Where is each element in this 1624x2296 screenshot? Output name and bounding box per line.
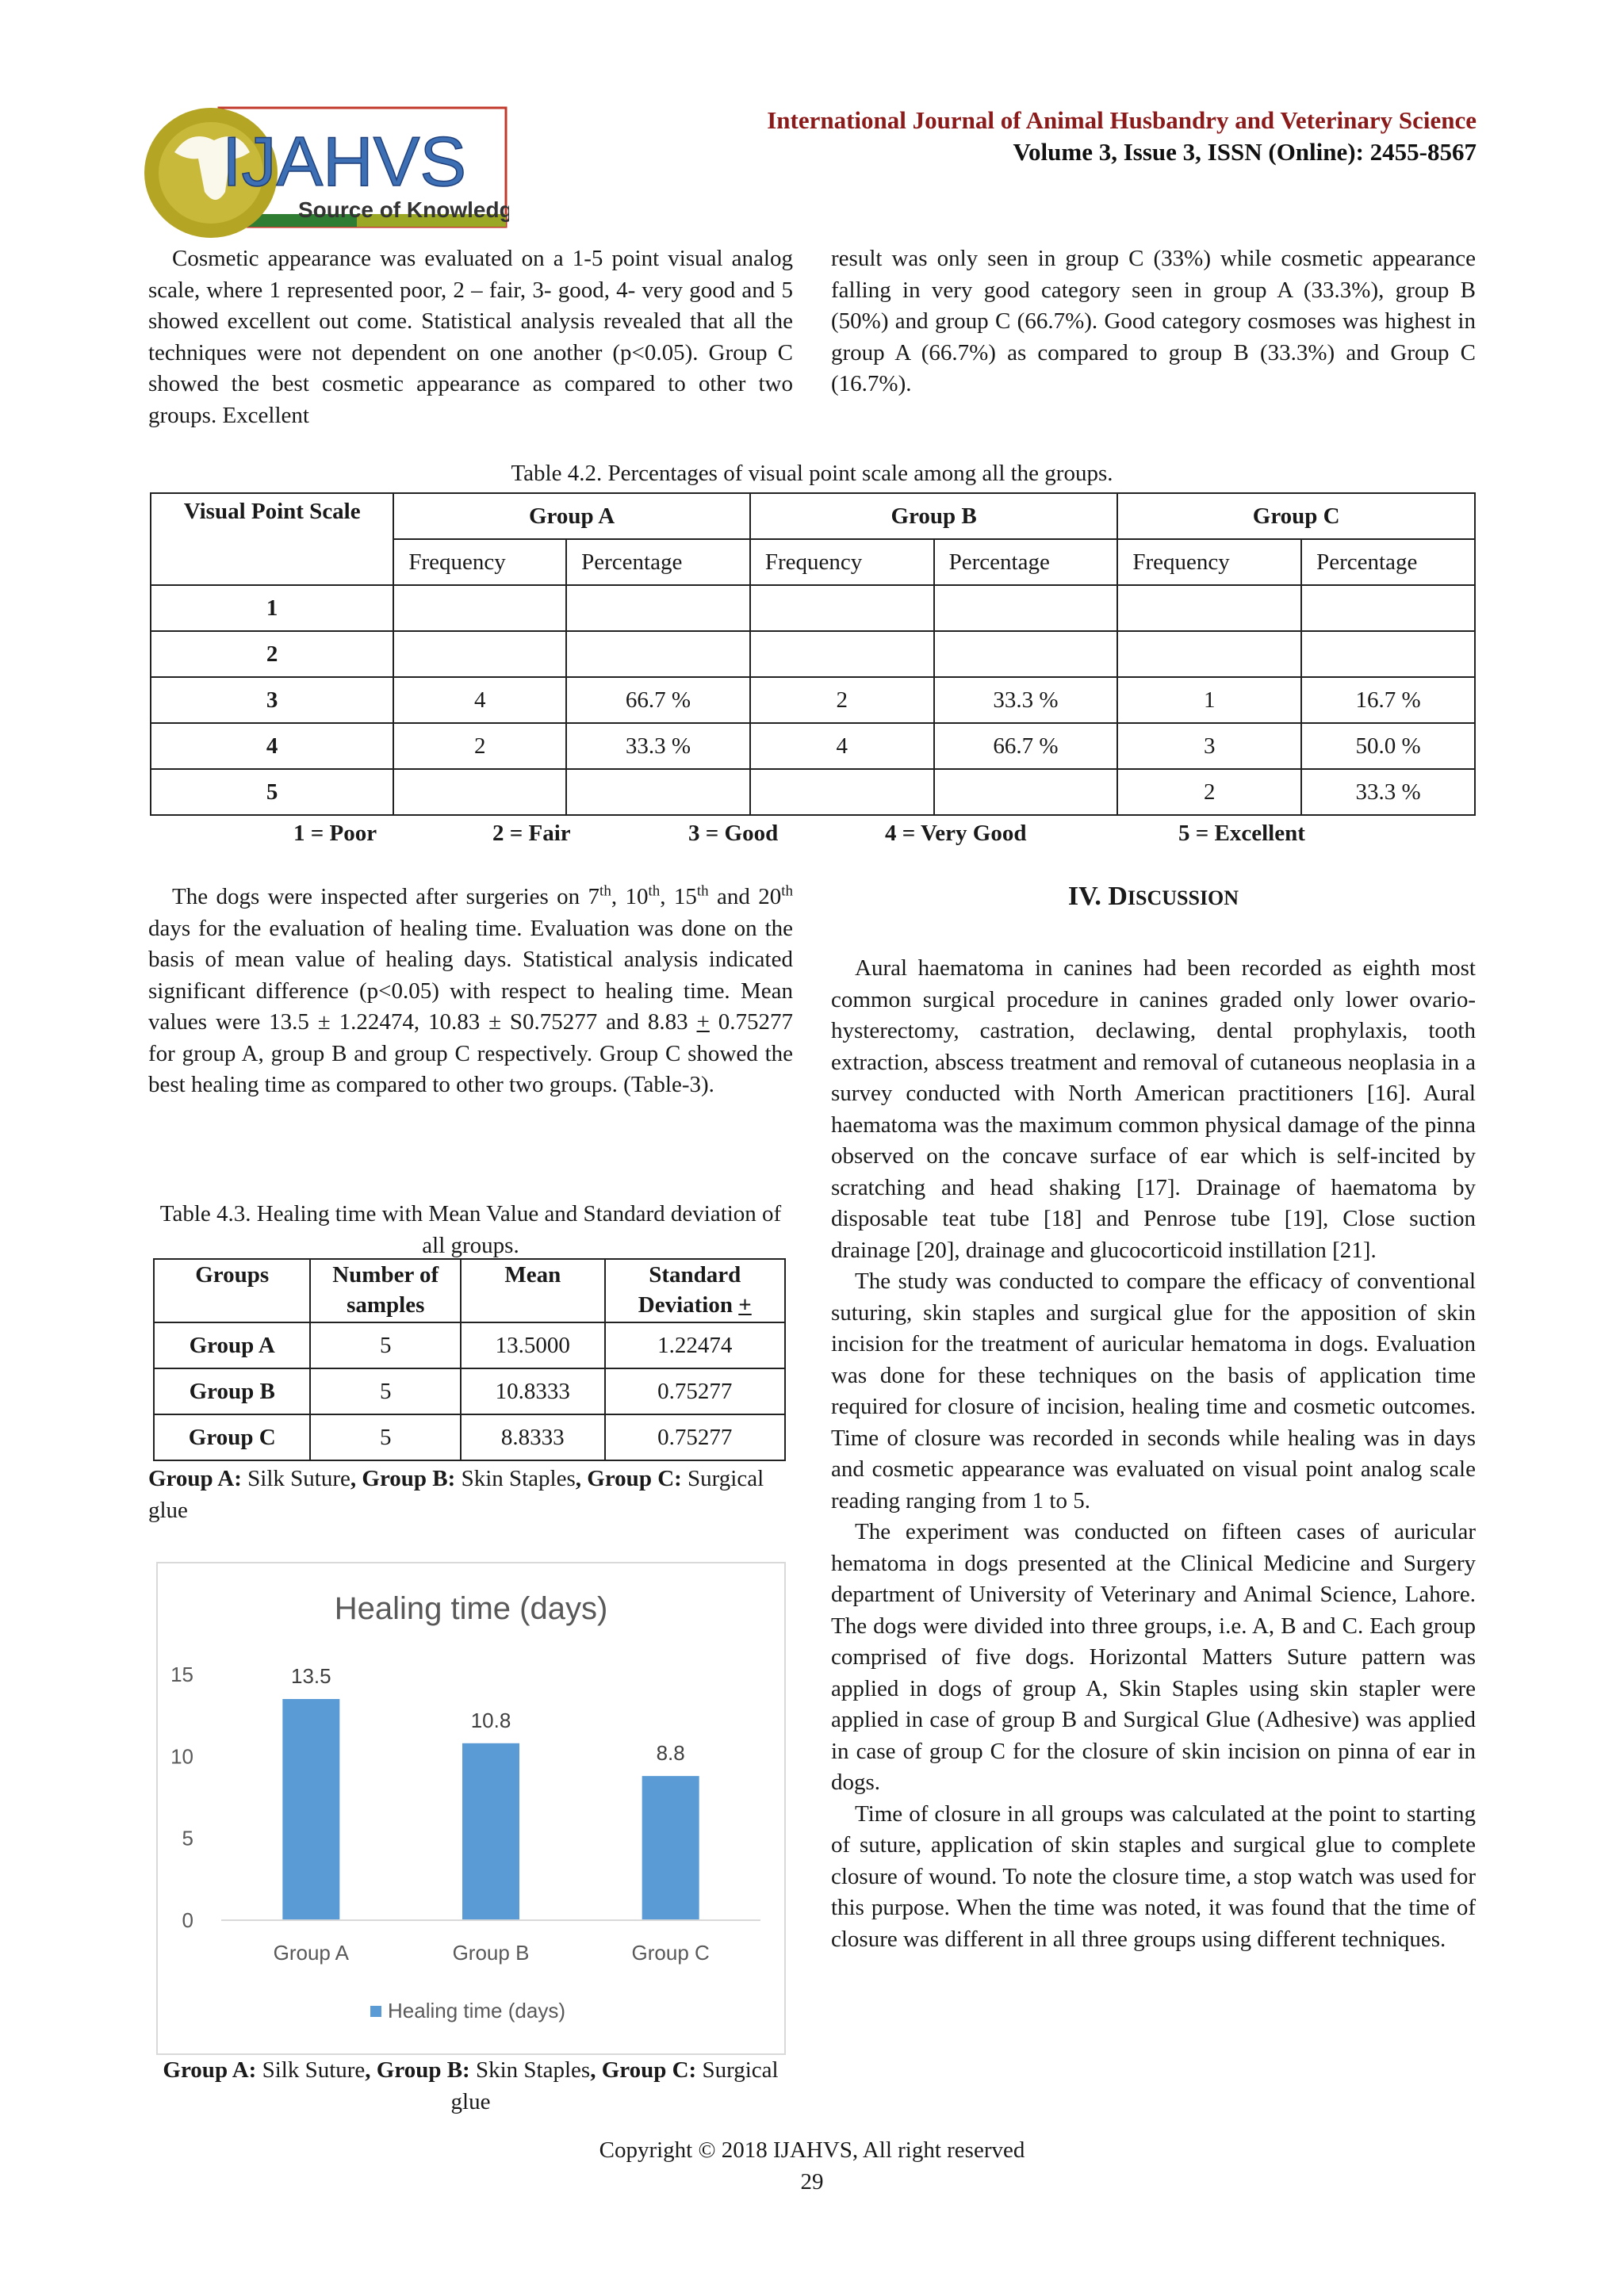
scale-cell: 4 bbox=[151, 723, 393, 769]
scale-cell: 5 bbox=[151, 769, 393, 815]
healing-time-chart bbox=[156, 1562, 786, 2055]
table-cell: 4 bbox=[393, 677, 566, 723]
header-mean: Mean bbox=[461, 1259, 605, 1322]
table-cell bbox=[566, 585, 750, 631]
table-row bbox=[151, 631, 1475, 677]
table-cell: 0.75277 bbox=[605, 1368, 785, 1414]
header-number-of-samples: Number of samples bbox=[310, 1259, 461, 1322]
header-group-b: Group B bbox=[750, 493, 1118, 539]
table-row bbox=[151, 769, 1475, 815]
y-tick-label: 15 bbox=[170, 1663, 193, 1686]
logo-text: IJAHVS bbox=[222, 122, 467, 201]
logo-tagline: Source of Knowledge bbox=[298, 197, 509, 222]
left-paragraph-1 bbox=[148, 243, 793, 431]
y-tick-label: 10 bbox=[170, 1744, 193, 1769]
subheader-frequency: Frequency bbox=[750, 539, 934, 585]
legend-label: Healing time (days) bbox=[388, 1999, 565, 2022]
bar bbox=[462, 1743, 519, 1920]
table-cell: 1.22474 bbox=[605, 1322, 785, 1368]
group-cell: Group B bbox=[154, 1368, 310, 1414]
table-cell: 5 bbox=[310, 1322, 461, 1368]
table-cell: 3 bbox=[1117, 723, 1301, 769]
table-cell: 8.8333 bbox=[461, 1414, 605, 1460]
legend-swatch bbox=[370, 2006, 381, 2017]
table-cell bbox=[1301, 585, 1475, 631]
paragraph-text: Aural haematoma in canines had been recorded as eighth most common surgical procedure in canines graded only lower ovario-hysterectomy, castration, declawing, dental prophylaxis, tooth extraction, abscess treatment and removal of cutaneous neoplasia in a survey conducted with North American practitioners [16]. Aural haematoma was the maximum common physical damage of the pinna observed on the concave surface of ear which is self-incited by scratching and head shaking [17]. Drainage of haematoma by disposable teat tube [18] and Penrose tube [19], Close suction drainage [20], drainage and glucocorticoid instillation [21]. bbox=[831, 955, 1476, 1263]
right-paragraph-2 bbox=[831, 953, 1476, 1955]
table-cell: 2 bbox=[1117, 769, 1301, 815]
x-tick-label: Group B bbox=[452, 1941, 530, 1965]
table-cell: 13.5000 bbox=[461, 1322, 605, 1368]
chart-svg bbox=[158, 1563, 784, 2053]
table-cell bbox=[934, 631, 1118, 677]
table-row bbox=[151, 677, 1475, 723]
journal-title: International Journal of Animal Husbandry and Veterinary Science bbox=[767, 106, 1477, 134]
table-row bbox=[151, 723, 1475, 769]
legend-item: 2 = Fair bbox=[492, 821, 571, 846]
bar bbox=[282, 1699, 339, 1920]
table-cell bbox=[750, 769, 934, 815]
y-tick-label: 5 bbox=[182, 1826, 193, 1850]
table-cell bbox=[934, 769, 1118, 815]
table-cell bbox=[1301, 631, 1475, 677]
table-cell bbox=[393, 769, 566, 815]
table-4-3 bbox=[153, 1258, 786, 1461]
table-cell: 5 bbox=[310, 1368, 461, 1414]
header-visual-point-scale: Visual Point Scale bbox=[151, 493, 393, 585]
journal-logo bbox=[143, 97, 509, 241]
table-cell bbox=[750, 585, 934, 631]
table-cell: 50.0 % bbox=[1301, 723, 1475, 769]
header-group-c: Group C bbox=[1117, 493, 1475, 539]
group-cell: Group A bbox=[154, 1322, 310, 1368]
table-cell: 16.7 % bbox=[1301, 677, 1475, 723]
data-label: 10.8 bbox=[470, 1708, 511, 1732]
paragraph-text: The study was conducted to compare the efficacy of conventional suturing, skin staples and surgical glue for the apposition of skin incision for the treatment of auricular hematoma in dogs. Evaluation was done for these techniques on the basis of application time required for closure of incision, healing time and cosmetic outcomes. Time of closure was recorded in seconds while healing was in days and cosmetic appearance was evaluated on visual point analog scale reading ranging from 1 to 5. bbox=[831, 1269, 1476, 1513]
table-cell bbox=[393, 585, 566, 631]
subheader-percentage: Percentage bbox=[934, 539, 1118, 585]
table-cell: 33.3 % bbox=[566, 723, 750, 769]
journal-volume: Volume 3, Issue 3, ISSN (Online): 2455-8567 bbox=[1013, 138, 1477, 166]
table-cell: 4 bbox=[750, 723, 934, 769]
legend-item: 3 = Good bbox=[688, 821, 779, 846]
paragraph-text: The dogs were inspected after surgeries on 7th, 10th, 15th and 20th days for the evaluation of healing time. Evaluation was done on the basis of mean value of healing days. Statistical analysis indicated significant difference (p<0.05) with respect to healing time. Mean values were 13.5 ± 1.22474, 10.83 ± S0.75277 and 8.83 + 0.75277 for group A, group B and group C respectively. Group C showed the best healing time as compared to other two groups. (Table-3). bbox=[148, 882, 794, 1097]
table-4-2 bbox=[150, 492, 1476, 816]
table-row bbox=[151, 585, 1475, 631]
paragraph-text: Cosmetic appearance was evaluated on a 1-5 point visual analog scale, where 1 represented poor, 2 – fair, 3- good, 4- very good and 5 showed excellent out come. Statistical analysis revealed that all the techniques were not dependent on one another (p<0.05). Group C showed the best cosmetic appearance as compared to other two groups. Excellent bbox=[148, 246, 793, 428]
page-number: 29 bbox=[800, 2169, 824, 2195]
data-label: 8.8 bbox=[656, 1741, 685, 1766]
subheader-percentage: Percentage bbox=[1301, 539, 1475, 585]
table-row bbox=[154, 1322, 785, 1368]
table-row bbox=[154, 1414, 785, 1460]
right-paragraph-1 bbox=[831, 243, 1476, 400]
table-row bbox=[154, 1368, 785, 1414]
table-cell: 2 bbox=[750, 677, 934, 723]
table-cell: 66.7 % bbox=[566, 677, 750, 723]
bar bbox=[642, 1776, 699, 1920]
paragraph-text: Time of closure in all groups was calculated at the point to starting of suture, application of skin staples and surgical glue to complete closure of wound. To note the closure time, a stop watch was used for this purpose. When the time was noted, it was found that the time of closure was different in all three groups using different techniques. bbox=[831, 1800, 1476, 1952]
section-heading-discussion: IV. DISCUSSION bbox=[1067, 882, 1239, 911]
left-paragraph-2 bbox=[148, 882, 793, 1101]
header-standard-deviation: Standard Deviation + bbox=[605, 1259, 785, 1322]
scale-cell: 3 bbox=[151, 677, 393, 723]
scale-cell: 2 bbox=[151, 631, 393, 677]
y-tick-label: 0 bbox=[182, 1908, 193, 1932]
table-cell: 2 bbox=[393, 723, 566, 769]
paragraph-text: result was only seen in group C (33%) while cosmetic appearance falling in very good category seen in group A (33.3%), group B (50%) and group C (66.7%). Good category cosmoses was highest in group A (66.7%) as compared to group B (33.3%) and Group C (16.7%). bbox=[831, 246, 1476, 396]
subheader-frequency: Frequency bbox=[393, 539, 566, 585]
table-cell bbox=[1117, 585, 1301, 631]
legend-item: 1 = Poor bbox=[293, 821, 377, 846]
scale-cell: 1 bbox=[151, 585, 393, 631]
table-cell: 33.3 % bbox=[934, 677, 1118, 723]
x-tick-label: Group C bbox=[631, 1941, 710, 1965]
group-cell: Group C bbox=[154, 1414, 310, 1460]
table-cell bbox=[566, 631, 750, 677]
table-4-3-caption: Table 4.3. Healing time with Mean Value and Standard deviation of all groups. bbox=[159, 1201, 782, 1258]
group-note-1: Group A: Silk Suture, Group B: Skin Staples, Group C: Surgical glue bbox=[148, 1466, 764, 1523]
header-groups: Groups bbox=[154, 1259, 310, 1322]
subheader-percentage: Percentage bbox=[566, 539, 750, 585]
table-cell: 33.3 % bbox=[1301, 769, 1475, 815]
table-cell bbox=[934, 585, 1118, 631]
table-cell: 10.8333 bbox=[461, 1368, 605, 1414]
subheader-frequency: Frequency bbox=[1117, 539, 1301, 585]
table-cell: 66.7 % bbox=[934, 723, 1118, 769]
chart-title: Healing time (days) bbox=[334, 1591, 608, 1626]
table-cell: 5 bbox=[310, 1414, 461, 1460]
data-label: 13.5 bbox=[291, 1664, 331, 1688]
table-cell bbox=[393, 631, 566, 677]
x-tick-label: Group A bbox=[273, 1941, 350, 1965]
table-cell: 1 bbox=[1117, 677, 1301, 723]
legend-item: 5 = Excellent bbox=[1178, 821, 1305, 846]
table-4-2-caption: Table 4.2. Percentages of visual point scale among all the groups. bbox=[511, 461, 1113, 486]
table-cell bbox=[1117, 631, 1301, 677]
table-cell: 0.75277 bbox=[605, 1414, 785, 1460]
legend-item: 4 = Very Good bbox=[885, 821, 1027, 846]
group-note-2: Group A: Silk Suture, Group B: Skin Staples, Group C: Surgical glue bbox=[163, 2057, 779, 2114]
paragraph-text: The experiment was conducted on fifteen cases of auricular hematoma in dogs presented at the Clinical Medicine and Surgery department of University of Veterinary and Animal Science, Lahore. The dogs were divided into three groups, i.e. A, B and C. Each group comprised of five dogs. Horizontal Matters Suture pattern was applied in dogs of group A, Skin Staples using skin stapler were applied in case of group B and Surgical Glue (Adhesive) was applied in case of group C for the closure of skin incision on pinna of ear in dogs. bbox=[831, 1519, 1476, 1795]
table-cell bbox=[566, 769, 750, 815]
table-cell bbox=[750, 631, 934, 677]
header-group-a: Group A bbox=[393, 493, 750, 539]
copyright: Copyright © 2018 IJAHVS, All right reserved bbox=[599, 2137, 1025, 2163]
